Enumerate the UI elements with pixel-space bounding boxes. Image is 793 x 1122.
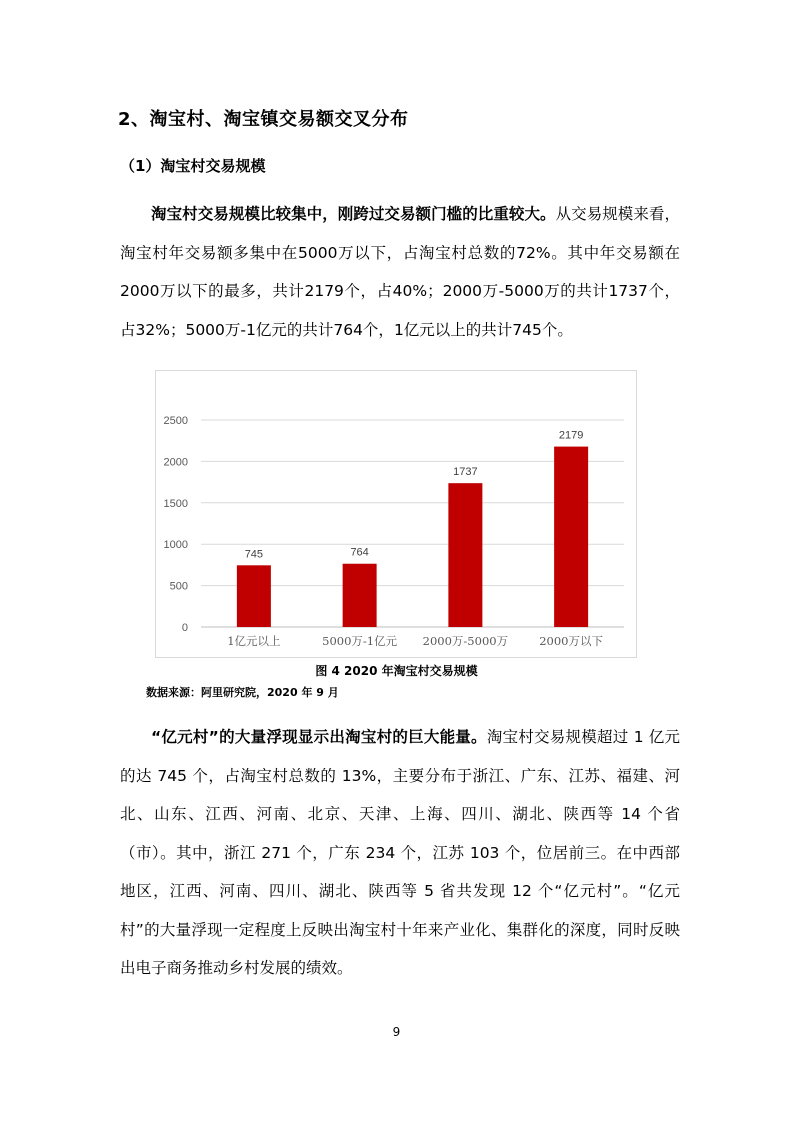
- bar-chart-svg: [156, 371, 636, 657]
- y-tick-label: 1000: [163, 539, 188, 552]
- y-tick-label: 2500: [163, 415, 188, 427]
- paragraph-body: 淘宝村交易规模超过 1 亿元的达 745 个，占淘宝村总数的 13%，主要分布于浙江、广东、江苏、福建、河北、山东、江西、河南、北京、天津、上海、四川、湖北、陕西等 14 个省（市）。其中，浙江 271 个，广东 234 个，江苏 103 个，位居前三。在中西部地区，江西、河南、四川、湖北、陕西等 5 省共发现 12 个“亿元村”。“亿元村”的大量浮现一定程度上反映出淘宝村十年来产业化、集群化的深度，同时反映出电子商务推动乡村发展的绩效。: [120, 728, 680, 977]
- y-tick-label: 1500: [163, 497, 188, 510]
- paragraph-lead: “亿元村”的大量浮现显示出淘宝村的巨大能量。: [151, 728, 487, 746]
- paragraph-transaction-scale: [120, 195, 680, 349]
- x-tick-label: 2000万以下: [539, 634, 604, 648]
- data-source: 数据来源：阿里研究院，2020 年 9 月: [146, 686, 339, 699]
- y-tick-label: 2000: [163, 456, 188, 469]
- y-tick-label: 500: [169, 580, 188, 593]
- bar: [448, 483, 482, 627]
- paragraph-lead: 淘宝村交易规模比较集中，刚跨过交易额门槛的比重较大。: [151, 205, 556, 223]
- data-label: 1737: [453, 466, 478, 479]
- figure-caption: 图 4 2020 年淘宝村交易规模: [315, 664, 478, 678]
- subsection-heading: （1）淘宝村交易规模: [120, 157, 266, 175]
- bar: [343, 564, 377, 627]
- data-label: 2179: [558, 429, 584, 442]
- page-number: 9: [392, 1025, 401, 1039]
- paragraph-body: 从交易规模来看，淘宝村年交易额多集中在5000万以下，占淘宝村总数的72%。其中年交易额在2000万以下的最多，共计2179个，占40%；2000万-5000万的共计1737个，占32%；5000万-1亿元的共计764个，1亿元以上的共计745个。: [120, 205, 680, 339]
- y-tick-label: 0: [181, 622, 188, 634]
- paragraph-billion-villages: [120, 718, 680, 988]
- bar-chart: [155, 370, 637, 658]
- section-heading: 2、淘宝村、淘宝镇交易额交叉分布: [118, 109, 409, 130]
- x-tick-label: 5000万-1亿元: [322, 634, 398, 648]
- bar: [554, 447, 588, 627]
- x-tick-label: 1亿元以上: [227, 634, 281, 648]
- bar: [237, 565, 271, 627]
- x-tick-label: 2000万-5000万: [422, 634, 509, 648]
- data-label: 764: [350, 546, 369, 559]
- data-label: 745: [244, 548, 264, 561]
